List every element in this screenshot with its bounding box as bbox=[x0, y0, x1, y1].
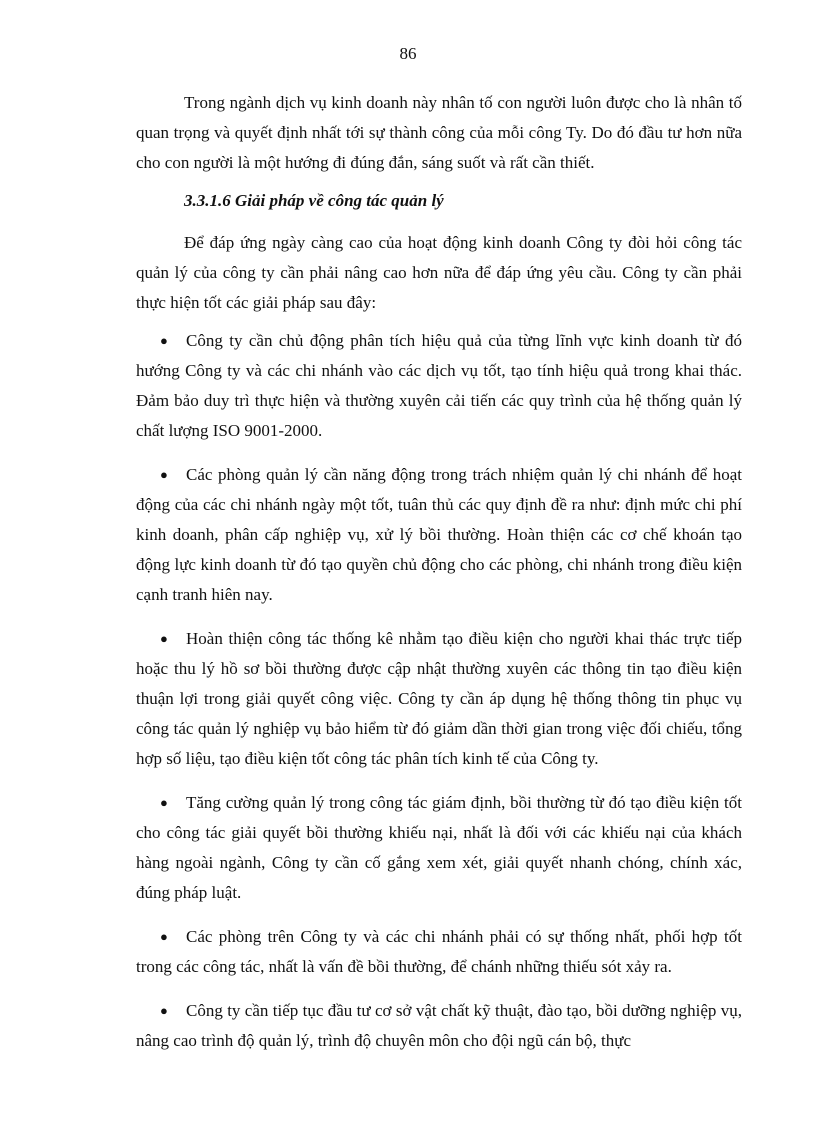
bullet-item bbox=[136, 460, 742, 610]
page-number: 86 bbox=[399, 44, 417, 63]
bullet-item bbox=[136, 996, 742, 1056]
bullet-icon: ● bbox=[160, 333, 168, 348]
page-content bbox=[136, 88, 742, 1070]
bullet-item bbox=[136, 788, 742, 908]
bullet-text: Các phòng trên Công ty và các chi nhánh phải có sự thống nhất, phối hợp tốt trong các công tác, nhất là vấn đề bồi thường, để chánh những thiếu sót xảy ra. bbox=[136, 927, 742, 976]
bullet-text: Tăng cường quản lý trong công tác giám định, bồi thường từ đó tạo điều kiện tốt cho công tác giải quyết bồi thường khiếu nại, nhất là đối với các khiếu nại của khách hàng ngoài ngành, Công ty cần cố gắng xem xét, giải quyết nhanh chóng, chính xác, đúng pháp luật. bbox=[136, 793, 742, 902]
bullet-text: Hoàn thiện công tác thống kê nhằm tạo điều kiện cho người khai thác trực tiếp hoặc thu lý hồ sơ bồi thường được cập nhật thường xuyên các thông tin tạo điều kiện thuận lợi trong giải quyết công việc. Công ty cần áp dụng hệ thống thông tin phục vụ công tác quản lý nghiệp vụ bảo hiểm từ đó giảm dần thời gian trong việc đối chiếu, tổng hợp số liệu, tạo điều kiện tốt công tác phân tích kinh tế của Công ty. bbox=[136, 629, 742, 768]
bullet-icon: ● bbox=[160, 1003, 168, 1018]
bullet-text: Công ty cần chủ động phân tích hiệu quả của từng lĩnh vực kinh doanh từ đó hướng Công ty và các chi nhánh vào các dịch vụ tốt, tạo tính hiệu quả trong khai thác. Đảm bảo duy trì thực hiện và thường xuyên cải tiến các quy trình của hệ thống quản lý chất lượng ISO 9001-2000. bbox=[136, 331, 742, 440]
section-heading: 3.3.1.6 Giải pháp về công tác quản lý bbox=[184, 191, 444, 210]
bullet-item bbox=[136, 624, 742, 774]
bullet-icon: ● bbox=[160, 929, 168, 944]
intro-paragraph: Trong ngành dịch vụ kinh doanh này nhân tố con người luôn được cho là nhân tố quan trọng và quyết định nhất tới sự thành công của mỗi công Ty. Do đó đầu tư hơn nữa cho con người là một hướng đi đúng đắn, sáng suốt và rất cần thiết. bbox=[136, 93, 742, 172]
bullet-text: Các phòng quản lý cần năng động trong trách nhiệm quản lý chi nhánh để hoạt động của các chi nhánh ngày một tốt, tuân thủ các quy định đề ra như: định mức chi phí kinh doanh, phân cấp nghiệp vụ, xử lý bồi thường. Hoàn thiện các cơ chế khoán tạo động lực kinh doanh từ đó tạo quyền chủ động cho các phòng, chi nhánh trong điều kiện cạnh tranh hiên nay. bbox=[136, 465, 742, 604]
bullet-text: Công ty cần tiếp tục đầu tư cơ sở vật chất kỹ thuật, đào tạo, bồi dưỡng nghiệp vụ, nâng cao trình độ quản lý, trình độ chuyên môn cho đội ngũ cán bộ, thực bbox=[136, 1001, 742, 1050]
bullet-item bbox=[136, 326, 742, 446]
bullet-icon: ● bbox=[160, 631, 168, 646]
bullet-icon: ● bbox=[160, 795, 168, 810]
section-intro-paragraph: Để đáp ứng ngày càng cao của hoạt động kinh doanh Công ty đòi hỏi công tác quản lý của công ty cần phải nâng cao hơn nữa để đáp ứng yêu cầu. Công ty cần phải thực hiện tốt các giải pháp sau đây: bbox=[136, 233, 742, 312]
bullet-icon: ● bbox=[160, 467, 168, 482]
bullet-item bbox=[136, 922, 742, 982]
